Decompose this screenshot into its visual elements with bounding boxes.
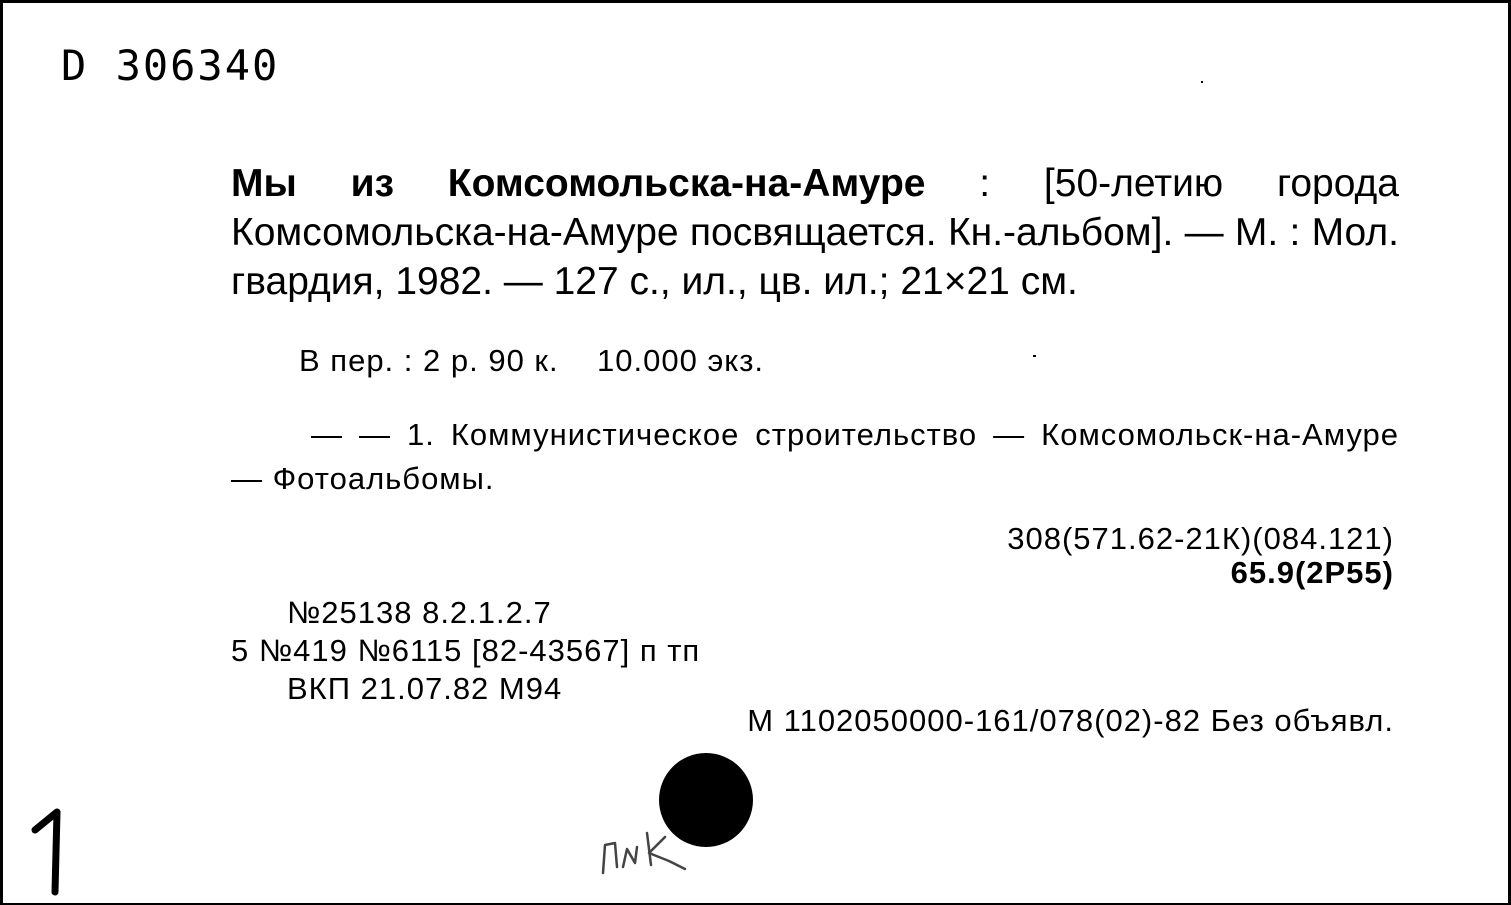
bbk-classification: 65.9(2Р55)	[1230, 555, 1394, 590]
udc-classification: 308(571.62-21К)(084.121)	[1007, 521, 1394, 556]
bibliographic-description: : [50-летию города Комсомольска-на-Амуре посвящается. Кн.-альбом]. — М. : Мол. гвардия, 1982. — 127 с., ил., цв. ил.; 21×21 см.	[231, 162, 1399, 303]
handwritten-initials-signature	[595, 823, 695, 883]
price-and-print-run: В пер. : 2 р. 90 к. 10.000 экз.	[299, 343, 765, 378]
service-line-2: 5 №419 №6115 [82-43567] п тп	[231, 633, 701, 668]
handwritten-number	[25, 808, 75, 898]
book-title: Мы из Комсомольска-на-Амуре	[231, 162, 926, 205]
service-line-1: №25138 8.2.1.2.7	[287, 595, 552, 630]
inventory-number: D 306340	[61, 41, 280, 90]
subject-heading: — — 1. Коммунистическое строительство — Комсомольск-на-Амуре — Фотоальбомы.	[231, 417, 1399, 496]
scan-speck	[1033, 355, 1036, 357]
service-line-4: М 1102050000-161/078(02)-82 Без объявл.	[747, 703, 1394, 738]
service-line-3: ВКП 21.07.82 М94	[287, 671, 563, 706]
scan-speck	[1201, 81, 1203, 83]
bibliographic-entry	[231, 159, 1399, 306]
